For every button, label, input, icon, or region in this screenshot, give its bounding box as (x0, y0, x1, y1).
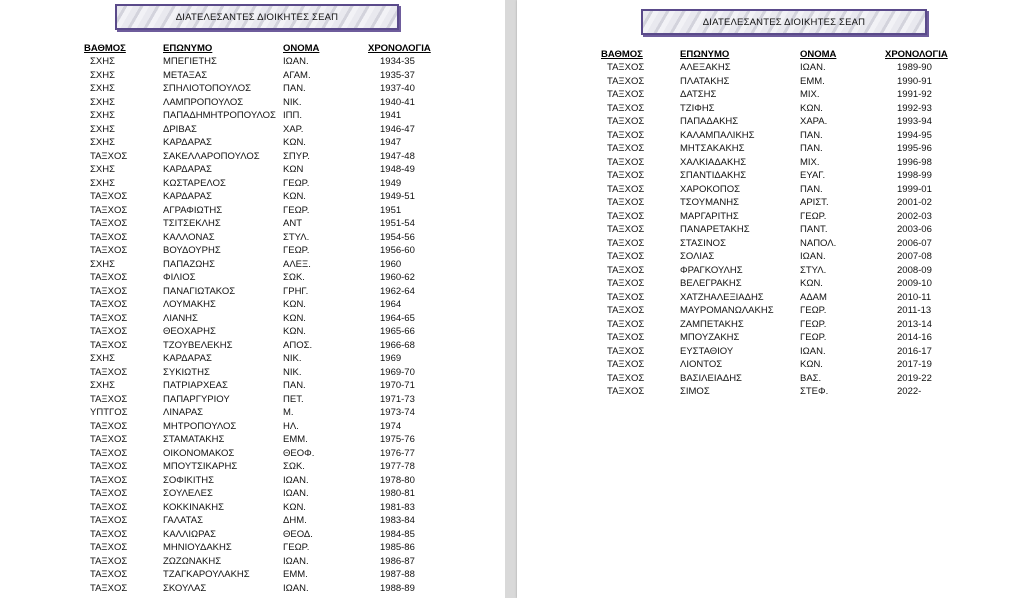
row-surname: ΜΑΥΡΟΜΑΝΩΛΑΚΗΣ (680, 305, 774, 316)
row-name: ΚΩΝ. (283, 137, 306, 148)
row-surname: ΜΠΟΥΤΣΙΚΑΡΗΣ (163, 461, 238, 472)
row-name: ΣΩΚ. (283, 461, 305, 472)
row-years: 1990-91 (897, 75, 932, 87)
row-years: 1962-64 (380, 285, 415, 297)
row-rank: ΤΑΞΧΟΣ (90, 393, 128, 405)
header-name: ΟΝΟΜΑ (800, 49, 837, 60)
row-surname: ΣΑΚΕΛΛΑΡΟΠΟΥΛΟΣ (163, 150, 260, 162)
row-name: ΝΑΠΟΛ. (800, 237, 837, 249)
row-rank: ΣΧΗΣ (90, 177, 115, 189)
row-name: ΠΑΝ. (283, 380, 306, 391)
row-name: ΑΓΑΜ. (283, 69, 311, 81)
row-name: ΧΑΡΑ. (800, 116, 828, 127)
row-rank: ΤΑΞΧΟΣ (607, 224, 645, 235)
row-surname: ΛΟΥΜΑΚΗΣ (163, 299, 216, 310)
row-surname: ΑΓΡΑΦΙΩΤΗΣ (163, 204, 223, 216)
row-name: ΘΕΟΦ. (283, 447, 315, 459)
row-rank: ΣΧΗΣ (90, 96, 115, 108)
row-years: 1974 (380, 420, 402, 432)
header-surname: ΕΠΩΝΥΜΟ (680, 49, 730, 60)
row-years: 1964-65 (380, 312, 415, 324)
row-surname: ΣΤΑΜΑΤΑΚΗΣ (163, 434, 225, 445)
row-surname: ΠΑΠΑΔΗΜΗΤΡΟΠΟΥΛΟΣ (163, 110, 276, 121)
row-surname: ΠΑΠΑΖΩΗΣ (163, 258, 216, 270)
row-name: ΑΡΙΣΤ. (800, 197, 829, 208)
row-rank: ΤΑΞΧΟΣ (607, 305, 645, 316)
row-years: 2022- (897, 386, 922, 397)
row-rank: ΤΑΞΧΟΣ (90, 245, 128, 256)
row-surname: ΜΗΝΙΟΥΔΑΚΗΣ (163, 542, 232, 553)
row-years: 1976-77 (380, 447, 415, 459)
row-rank: ΤΑΞΧΟΣ (90, 515, 128, 526)
row-name: ΕΥΑΓ. (800, 170, 826, 181)
row-name: ΚΩΝ (283, 164, 304, 175)
row-years: 1966-68 (380, 339, 415, 351)
row-rank: ΤΑΞΧΟΣ (90, 272, 128, 283)
row-years: 1984-85 (380, 528, 415, 540)
row-name: ΑΔΑΜ (800, 291, 827, 303)
row-rank: ΣΧΗΣ (90, 56, 115, 67)
row-name: ΙΠΠ. (283, 110, 302, 121)
row-years: 1975-76 (380, 434, 415, 445)
row-name: ΑΛΕΞ. (283, 258, 311, 270)
row-surname: ΛΑΜΠΡΟΠΟΥΛΟΣ (163, 96, 244, 108)
row-years: 1937-40 (380, 83, 415, 94)
row-surname: ΧΑΤΖΗΑΛΕΞΙΑΔΗΣ (680, 291, 764, 303)
row-years: 2006-07 (897, 237, 932, 249)
row-years: 1940-41 (380, 96, 415, 108)
row-name: ΓΡΗΓ. (283, 285, 309, 297)
row-years: 2003-06 (897, 224, 932, 235)
row-years: 1987-88 (380, 569, 415, 580)
row-years: 1949 (380, 177, 402, 189)
row-years: 1935-37 (380, 69, 415, 81)
row-name: ΣΠΥΡ. (283, 150, 310, 162)
row-years: 1964 (380, 299, 402, 310)
row-surname: ΓΑΛΑΤΑΣ (163, 515, 203, 526)
row-name: Μ. (283, 407, 294, 418)
row-surname: ΜΠΟΥΖΑΚΗΣ (680, 332, 740, 343)
row-surname: ΒΑΣΙΛΕΙΑΔΗΣ (680, 372, 742, 384)
header-rank: ΒΑΘΜΟΣ (601, 49, 643, 60)
row-surname: ΤΖΑΓΚΑΡΟΥΛΑΚΗΣ (163, 569, 250, 580)
row-name: ΝΙΚ. (283, 366, 302, 378)
row-rank: ΤΑΞΧΟΣ (607, 156, 645, 168)
row-surname: ΕΥΣΤΑΘΙΟΥ (680, 345, 734, 357)
row-surname: ΣΚΟΥΛΑΣ (163, 582, 207, 594)
row-surname: ΣΤΑΣΙΝΟΣ (680, 237, 726, 249)
row-surname: ΜΠΕΓΙΕΤΗΣ (163, 56, 217, 67)
row-name: ΑΠΟΣ. (283, 339, 313, 351)
row-surname: ΤΣΟΥΜΑΝΗΣ (680, 197, 739, 208)
row-name: ΓΕΩΡ. (283, 204, 310, 216)
row-rank: ΥΠΤΓΟΣ (90, 407, 128, 418)
row-name: ΚΩΝ. (283, 326, 306, 337)
row-years: 2009-10 (897, 278, 932, 289)
row-name: ΚΩΝ. (283, 191, 306, 202)
row-years: 2013-14 (897, 318, 932, 330)
row-name: ΕΜΜ. (283, 569, 308, 580)
row-years: 1956-60 (380, 245, 415, 256)
row-surname: ΠΑΝΑΓΙΩΤΑΚΟΣ (163, 285, 236, 297)
row-surname: ΦΙΛΙΟΣ (163, 272, 196, 283)
row-rank: ΤΑΞΧΟΣ (607, 359, 645, 370)
row-rank: ΤΑΞΧΟΣ (607, 116, 645, 127)
row-years: 2008-09 (897, 264, 932, 276)
row-rank: ΤΑΞΧΟΣ (607, 62, 645, 73)
row-name: ΠΑΝΤ. (800, 224, 828, 235)
row-rank: ΤΑΞΧΟΣ (607, 143, 645, 154)
row-surname: ΦΡΑΓΚΟΥΛΗΣ (680, 264, 743, 276)
row-name: ΙΩΑΝ. (283, 56, 309, 67)
row-years: 2007-08 (897, 251, 932, 262)
row-name: ΜΙΧ. (800, 156, 820, 168)
row-rank: ΤΑΞΧΟΣ (90, 339, 128, 351)
row-surname: ΤΖΟΥΒΕΛΕΚΗΣ (163, 339, 233, 351)
row-name: ΣΤΥΛ. (800, 264, 827, 276)
row-rank: ΤΑΞΧΟΣ (607, 345, 645, 357)
row-years: 1996-98 (897, 156, 932, 168)
document-page-left (0, 0, 505, 598)
row-surname: ΒΟΥΔΟΥΡΗΣ (163, 245, 221, 256)
row-rank: ΤΑΞΧΟΣ (607, 102, 645, 114)
page-title: ΔΙΑΤΕΛΕΣΑΝΤΕΣ ΔΙΟΙΚΗΤΕΣ ΣΕΑΠ (641, 9, 927, 35)
row-surname: ΔΑΤΣΗΣ (680, 89, 717, 100)
row-name: ΠΑΝ. (800, 143, 823, 154)
row-surname: ΖΩΖΩΝΑΚΗΣ (163, 555, 222, 567)
row-years: 1969 (380, 353, 402, 364)
row-years: 1960-62 (380, 272, 415, 283)
row-rank: ΤΑΞΧΟΣ (90, 555, 128, 567)
row-name: ΠΕΤ. (283, 393, 304, 405)
row-name: ΓΕΩΡ. (800, 210, 827, 222)
row-surname: ΠΛΑΤΑΚΗΣ (680, 75, 730, 87)
row-name: ΚΩΝ. (283, 501, 306, 513)
row-name: ΓΕΩΡ. (283, 177, 310, 189)
page-title: ΔΙΑΤΕΛΕΣΑΝΤΕΣ ΔΙΟΙΚΗΤΕΣ ΣΕΑΠ (115, 4, 399, 30)
row-surname: ΤΖΙΦΗΣ (680, 102, 715, 114)
row-surname: ΛΙΝΑΡΑΣ (163, 407, 204, 418)
row-surname: ΚΑΛΛΟΝΑΣ (163, 231, 215, 243)
header-name: ΟΝΟΜΑ (283, 43, 320, 54)
row-surname: ΠΑΝΑΡΕΤΑΚΗΣ (680, 224, 750, 235)
row-rank: ΣΧΗΣ (90, 69, 115, 81)
row-name: ΙΩΑΝ. (283, 474, 309, 486)
row-surname: ΘΕΟΧΑΡΗΣ (163, 326, 216, 337)
row-years: 1969-70 (380, 366, 415, 378)
row-surname: ΑΛΕΞΑΚΗΣ (680, 62, 731, 73)
row-years: 1970-71 (380, 380, 415, 391)
row-name: ΗΛ. (283, 420, 299, 432)
row-rank: ΤΑΞΧΟΣ (607, 237, 645, 249)
row-surname: ΜΕΤΑΞΑΣ (163, 69, 208, 81)
row-rank: ΤΑΞΧΟΣ (607, 197, 645, 208)
row-years: 1980-81 (380, 488, 415, 499)
row-surname: ΣΠΗΛΙΟΤΟΠΟΥΛΟΣ (163, 83, 251, 94)
row-surname: ΣΠΑΝΤΙΔΑΚΗΣ (680, 170, 747, 181)
row-name: ΙΩΑΝ. (800, 251, 826, 262)
row-rank: ΤΑΞΧΟΣ (607, 318, 645, 330)
row-years: 1951-54 (380, 218, 415, 229)
row-rank: ΤΑΞΧΟΣ (90, 150, 128, 162)
row-years: 2002-03 (897, 210, 932, 222)
row-rank: ΣΧΗΣ (90, 123, 115, 135)
row-years: 2016-17 (897, 345, 932, 357)
row-years: 1949-51 (380, 191, 415, 202)
row-rank: ΤΑΞΧΟΣ (90, 204, 128, 216)
row-surname: ΛΙΑΝΗΣ (163, 312, 198, 324)
row-years: 1981-83 (380, 501, 415, 513)
header-surname: ΕΠΩΝΥΜΟ (163, 43, 213, 54)
row-name: ΓΕΩΡ. (800, 332, 827, 343)
row-rank: ΣΧΗΣ (90, 258, 115, 270)
row-name: ΑΝΤ (283, 218, 302, 229)
row-years: 1977-78 (380, 461, 415, 472)
row-rank: ΤΑΞΧΟΣ (90, 434, 128, 445)
row-years: 1948-49 (380, 164, 415, 175)
row-rank: ΤΑΞΧΟΣ (90, 231, 128, 243)
row-surname: ΚΑΡΔΑΡΑΣ (163, 164, 212, 175)
row-rank: ΤΑΞΧΟΣ (607, 372, 645, 384)
row-rank: ΤΑΞΧΟΣ (90, 569, 128, 580)
row-rank: ΤΑΞΧΟΣ (90, 582, 128, 594)
row-name: ΙΩΑΝ. (283, 488, 309, 499)
row-years: 1995-96 (897, 143, 932, 154)
row-name: ΘΕΟΔ. (283, 528, 313, 540)
row-years: 2001-02 (897, 197, 932, 208)
row-years: 1991-92 (897, 89, 932, 100)
row-years: 1986-87 (380, 555, 415, 567)
row-rank: ΤΑΞΧΟΣ (607, 386, 645, 397)
row-surname: ΣΥΚΙΩΤΗΣ (163, 366, 210, 378)
row-name: ΚΩΝ. (283, 312, 306, 324)
row-years: 1951 (380, 204, 402, 216)
row-name: ΙΩΑΝ. (283, 582, 309, 594)
row-name: ΕΜΜ. (283, 434, 308, 445)
row-years: 1947-48 (380, 150, 415, 162)
row-rank: ΤΑΞΧΟΣ (90, 366, 128, 378)
row-surname: ΣΟΛΙΑΣ (680, 251, 715, 262)
row-years: 1989-90 (897, 62, 932, 73)
row-years: 1993-94 (897, 116, 932, 127)
row-years: 2019-22 (897, 372, 932, 384)
row-surname: ΜΗΤΡΟΠΟΥΛΟΣ (163, 420, 237, 432)
row-years: 1946-47 (380, 123, 415, 135)
row-years: 2010-11 (897, 291, 932, 303)
document-page-right (517, 0, 1024, 598)
row-surname: ΚΑΡΔΑΡΑΣ (163, 137, 212, 148)
row-rank: ΣΧΗΣ (90, 164, 115, 175)
row-years: 1934-35 (380, 56, 415, 67)
row-name: ΠΑΝ. (800, 183, 823, 195)
header-years: ΧΡΟΝΟΛΟΓΙΑ (368, 43, 431, 54)
row-years: 1985-86 (380, 542, 415, 553)
row-surname: ΠΑΤΡΙΑΡΧΕΑΣ (163, 380, 228, 391)
row-years: 1992-93 (897, 102, 932, 114)
row-name: ΚΩΝ. (283, 299, 306, 310)
row-years: 1998-99 (897, 170, 932, 181)
row-name: ΣΤΥΛ. (283, 231, 310, 243)
row-rank: ΤΑΞΧΟΣ (90, 447, 128, 459)
row-name: ΓΕΩΡ. (283, 245, 310, 256)
row-years: 1988-89 (380, 582, 415, 594)
row-surname: ΚΩΣΤΑΡΕΛΟΣ (163, 177, 226, 189)
row-years: 2011-13 (897, 305, 932, 316)
row-name: ΧΑΡ. (283, 123, 304, 135)
row-name: ΙΩΑΝ. (283, 555, 309, 567)
row-name: ΓΕΩΡ. (800, 318, 827, 330)
row-surname: ΠΑΠΑΡΓΥΡΙΟΥ (163, 393, 230, 405)
row-surname: ΧΑΡΟΚΟΠΟΣ (680, 183, 740, 195)
row-years: 1994-95 (897, 129, 932, 141)
row-name: ΚΩΝ. (800, 359, 823, 370)
row-rank: ΣΧΗΣ (90, 110, 115, 121)
row-name: ΝΙΚ. (283, 96, 302, 108)
row-surname: ΖΑΜΠΕΤΑΚΗΣ (680, 318, 744, 330)
row-name: ΝΙΚ. (283, 353, 302, 364)
row-surname: ΚΟΚΚΙΝΑΚΗΣ (163, 501, 225, 513)
row-surname: ΜΗΤΣΑΚΑΚΗΣ (680, 143, 745, 154)
row-rank: ΤΑΞΧΟΣ (607, 291, 645, 303)
row-rank: ΤΑΞΧΟΣ (90, 285, 128, 297)
row-name: ΣΤΕΦ. (800, 386, 829, 397)
row-surname: ΣΟΦΙΚΙΤΗΣ (163, 474, 214, 486)
row-name: ΓΕΩΡ. (800, 305, 827, 316)
row-years: 2017-19 (897, 359, 932, 370)
row-name: ΒΑΣ. (800, 372, 822, 384)
row-years: 2014-16 (897, 332, 932, 343)
row-rank: ΤΑΞΧΟΣ (607, 251, 645, 262)
row-rank: ΤΑΞΧΟΣ (90, 326, 128, 337)
header-years: ΧΡΟΝΟΛΟΓΙΑ (885, 49, 948, 60)
row-surname: ΜΑΡΓΑΡΙΤΗΣ (680, 210, 739, 222)
row-surname: ΟΙΚΟΝΟΜΑΚΟΣ (163, 447, 235, 459)
row-name: ΚΩΝ. (800, 278, 823, 289)
row-surname: ΚΑΛΛΙΩΡΑΣ (163, 528, 216, 540)
row-rank: ΤΑΞΧΟΣ (90, 528, 128, 540)
row-rank: ΤΑΞΧΟΣ (90, 501, 128, 513)
row-rank: ΤΑΞΧΟΣ (90, 420, 128, 432)
row-rank: ΤΑΞΧΟΣ (607, 75, 645, 87)
row-rank: ΤΑΞΧΟΣ (90, 542, 128, 553)
row-rank: ΣΧΗΣ (90, 380, 115, 391)
row-rank: ΤΑΞΧΟΣ (607, 278, 645, 289)
row-surname: ΔΡΙΒΑΣ (163, 123, 197, 135)
row-rank: ΤΑΞΧΟΣ (607, 129, 645, 141)
row-surname: ΚΑΛΑΜΠΑΛΙΚΗΣ (680, 129, 755, 141)
row-surname: ΚΑΡΔΑΡΑΣ (163, 353, 212, 364)
row-years: 1965-66 (380, 326, 415, 337)
row-surname: ΣΟΥΛΕΛΕΣ (163, 488, 213, 499)
row-name: ΙΩΑΝ. (800, 345, 826, 357)
row-rank: ΤΑΞΧΟΣ (90, 488, 128, 499)
row-name: ΣΩΚ. (283, 272, 305, 283)
row-name: ΕΜΜ. (800, 75, 825, 87)
row-rank: ΤΑΞΧΟΣ (607, 264, 645, 276)
row-years: 1947 (380, 137, 402, 148)
row-surname: ΒΕΛΕΓΡΑΚΗΣ (680, 278, 742, 289)
row-rank: ΤΑΞΧΟΣ (90, 474, 128, 486)
row-years: 1954-56 (380, 231, 415, 243)
row-rank: ΤΑΞΧΟΣ (90, 218, 128, 229)
row-name: ΠΑΝ. (283, 83, 306, 94)
page-gutter (505, 0, 517, 598)
row-name: ΓΕΩΡ. (283, 542, 310, 553)
row-rank: ΣΧΗΣ (90, 137, 115, 148)
row-years: 1973-74 (380, 407, 415, 418)
row-rank: ΣΧΗΣ (90, 353, 115, 364)
row-name: ΙΩΑΝ. (800, 62, 826, 73)
row-rank: ΤΑΞΧΟΣ (607, 89, 645, 100)
row-surname: ΣΙΜΟΣ (680, 386, 710, 397)
row-rank: ΤΑΞΧΟΣ (90, 461, 128, 472)
row-years: 1999-01 (897, 183, 932, 195)
row-surname: ΤΣΙΤΣΕΚΛΗΣ (163, 218, 221, 229)
header-rank: ΒΑΘΜΟΣ (84, 43, 126, 54)
row-years: 1960 (380, 258, 402, 270)
row-years: 1978-80 (380, 474, 415, 486)
row-rank: ΤΑΞΧΟΣ (90, 312, 128, 324)
row-rank: ΤΑΞΧΟΣ (90, 299, 128, 310)
row-rank: ΤΑΞΧΟΣ (607, 210, 645, 222)
row-years: 1983-84 (380, 515, 415, 526)
row-surname: ΛΙΟΝΤΟΣ (680, 359, 723, 370)
row-rank: ΤΑΞΧΟΣ (607, 170, 645, 181)
row-surname: ΚΑΡΔΑΡΑΣ (163, 191, 212, 202)
row-name: ΠΑΝ. (800, 129, 823, 141)
row-rank: ΣΧΗΣ (90, 83, 115, 94)
row-name: ΚΩΝ. (800, 102, 823, 114)
row-rank: ΤΑΞΧΟΣ (607, 332, 645, 343)
row-years: 1971-73 (380, 393, 415, 405)
row-rank: ΤΑΞΧΟΣ (90, 191, 128, 202)
row-name: ΔΗΜ. (283, 515, 307, 526)
row-surname: ΧΑΛΚΙΑΔΑΚΗΣ (680, 156, 747, 168)
row-surname: ΠΑΠΑΔΑΚΗΣ (680, 116, 739, 127)
row-name: ΜΙΧ. (800, 89, 820, 100)
row-years: 1941 (380, 110, 402, 121)
row-rank: ΤΑΞΧΟΣ (607, 183, 645, 195)
